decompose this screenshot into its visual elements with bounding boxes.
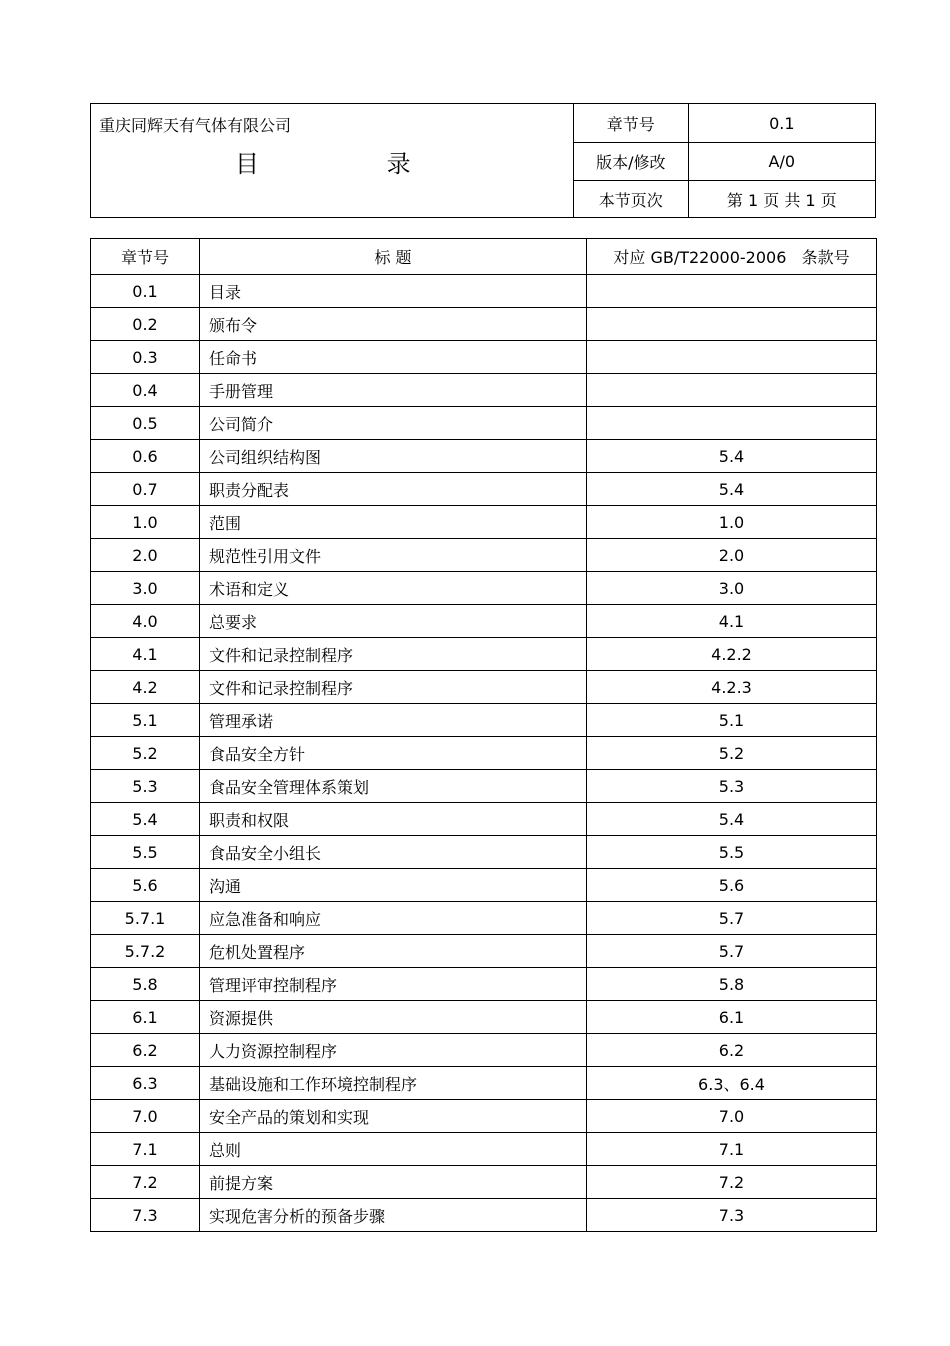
- row-clause: 4.2.3: [587, 671, 877, 704]
- table-row: [91, 440, 877, 473]
- row-title: 范围: [200, 506, 587, 539]
- row-title: 公司简介: [200, 407, 587, 440]
- row-title: 危机处置程序: [200, 935, 587, 968]
- row-title: 职责和权限: [200, 803, 587, 836]
- table-row: [91, 770, 877, 803]
- table-row: [91, 374, 877, 407]
- row-section-number: 5.7.1: [91, 902, 200, 935]
- row-clause: [587, 308, 877, 341]
- table-row: [91, 341, 877, 374]
- row-clause: [587, 275, 877, 308]
- row-clause: 6.3、6.4: [587, 1067, 877, 1100]
- table-row: [91, 638, 877, 671]
- row-section-number: 1.0: [91, 506, 200, 539]
- row-clause: 5.6: [587, 869, 877, 902]
- row-clause: 7.0: [587, 1100, 877, 1133]
- table-row: [91, 1133, 877, 1166]
- table-row: [91, 1067, 877, 1100]
- row-title: 颁布令: [200, 308, 587, 341]
- row-section-number: 0.3: [91, 341, 200, 374]
- row-section-number: 0.1: [91, 275, 200, 308]
- meta-row-version: [574, 143, 876, 181]
- row-section-number: 0.6: [91, 440, 200, 473]
- contents-table-body: [91, 275, 877, 1232]
- table-row: [91, 407, 877, 440]
- table-row: [91, 1034, 877, 1067]
- contents-table: [90, 238, 877, 1232]
- row-title: 术语和定义: [200, 572, 587, 605]
- meta-row-section: [574, 104, 876, 143]
- row-section-number: 7.3: [91, 1199, 200, 1232]
- row-clause: 7.1: [587, 1133, 877, 1166]
- row-clause: 6.1: [587, 1001, 877, 1034]
- row-title: 基础设施和工作环境控制程序: [200, 1067, 587, 1100]
- meta-value: 第 1 页 共 1 页: [688, 181, 875, 219]
- row-section-number: 6.1: [91, 1001, 200, 1034]
- company-name: 重庆同辉天有气体有限公司: [99, 116, 292, 135]
- row-clause: 5.5: [587, 836, 877, 869]
- table-row: [91, 506, 877, 539]
- table-row: [91, 935, 877, 968]
- table-row: [91, 1166, 877, 1199]
- row-clause: 5.7: [587, 935, 877, 968]
- table-row: [91, 902, 877, 935]
- row-title: 食品安全小组长: [200, 836, 587, 869]
- row-clause: 7.2: [587, 1166, 877, 1199]
- meta-label: 版本/修改: [574, 143, 689, 181]
- row-section-number: 7.0: [91, 1100, 200, 1133]
- meta-label: 章节号: [574, 104, 689, 143]
- table-row: [91, 968, 877, 1001]
- meta-value: A/0: [688, 143, 875, 181]
- row-title: 资源提供: [200, 1001, 587, 1034]
- table-row: [91, 671, 877, 704]
- row-title: 食品安全方针: [200, 737, 587, 770]
- row-clause: 5.3: [587, 770, 877, 803]
- row-title: 公司组织结构图: [200, 440, 587, 473]
- meta-value: 0.1: [688, 104, 875, 143]
- row-section-number: 7.1: [91, 1133, 200, 1166]
- table-row: [91, 1001, 877, 1034]
- row-clause: 2.0: [587, 539, 877, 572]
- table-row: [91, 1199, 877, 1232]
- row-clause: [587, 341, 877, 374]
- table-row: [91, 605, 877, 638]
- row-clause: 5.2: [587, 737, 877, 770]
- row-section-number: 5.7.2: [91, 935, 200, 968]
- row-title: 职责分配表: [200, 473, 587, 506]
- row-title: 目录: [200, 275, 587, 308]
- row-section-number: 5.6: [91, 869, 200, 902]
- row-title: 人力资源控制程序: [200, 1034, 587, 1067]
- column-header-title: 标 题: [200, 239, 587, 275]
- row-clause: 4.2.2: [587, 638, 877, 671]
- table-row: [91, 308, 877, 341]
- table-row: [91, 803, 877, 836]
- row-section-number: 4.1: [91, 638, 200, 671]
- header-meta-table: [573, 104, 875, 218]
- row-title: 实现危害分析的预备步骤: [200, 1199, 587, 1232]
- row-clause: 4.1: [587, 605, 877, 638]
- row-title: 沟通: [200, 869, 587, 902]
- row-title: 管理承诺: [200, 704, 587, 737]
- row-section-number: 0.2: [91, 308, 200, 341]
- table-row: [91, 275, 877, 308]
- row-title: 管理评审控制程序: [200, 968, 587, 1001]
- column-header-section: 章节号: [91, 239, 200, 275]
- row-title: 应急准备和响应: [200, 902, 587, 935]
- row-section-number: 0.7: [91, 473, 200, 506]
- document-header: [90, 103, 876, 218]
- row-clause: 6.2: [587, 1034, 877, 1067]
- row-title: 总要求: [200, 605, 587, 638]
- row-clause: 5.8: [587, 968, 877, 1001]
- row-title: 安全产品的策划和实现: [200, 1100, 587, 1133]
- row-clause: 5.4: [587, 803, 877, 836]
- table-row: [91, 572, 877, 605]
- table-row: [91, 704, 877, 737]
- row-clause: 5.4: [587, 473, 877, 506]
- row-clause: [587, 407, 877, 440]
- row-section-number: 4.0: [91, 605, 200, 638]
- row-section-number: 6.2: [91, 1034, 200, 1067]
- row-section-number: 3.0: [91, 572, 200, 605]
- table-row: [91, 836, 877, 869]
- row-title: 规范性引用文件: [200, 539, 587, 572]
- row-section-number: 4.2: [91, 671, 200, 704]
- row-title: 文件和记录控制程序: [200, 638, 587, 671]
- table-row: [91, 1100, 877, 1133]
- row-section-number: 5.4: [91, 803, 200, 836]
- table-row: [91, 869, 877, 902]
- row-clause: 1.0: [587, 506, 877, 539]
- row-clause: 3.0: [587, 572, 877, 605]
- row-section-number: 5.8: [91, 968, 200, 1001]
- row-clause: 5.7: [587, 902, 877, 935]
- table-row: [91, 473, 877, 506]
- row-section-number: 7.2: [91, 1166, 200, 1199]
- table-header-row: [91, 239, 877, 275]
- row-section-number: 2.0: [91, 539, 200, 572]
- table-row: [91, 737, 877, 770]
- row-title: 前提方案: [200, 1166, 587, 1199]
- meta-row-page: [574, 181, 876, 219]
- row-section-number: 0.4: [91, 374, 200, 407]
- row-title: 食品安全管理体系策划: [200, 770, 587, 803]
- row-title: 文件和记录控制程序: [200, 671, 587, 704]
- row-title: 任命书: [200, 341, 587, 374]
- row-section-number: 5.2: [91, 737, 200, 770]
- row-section-number: 6.3: [91, 1067, 200, 1100]
- page-title: 目 录: [235, 150, 471, 178]
- row-clause: 5.1: [587, 704, 877, 737]
- row-title: 手册管理: [200, 374, 587, 407]
- row-section-number: 5.3: [91, 770, 200, 803]
- row-section-number: 5.5: [91, 836, 200, 869]
- meta-label: 本节页次: [574, 181, 689, 219]
- row-clause: [587, 374, 877, 407]
- row-title: 总则: [200, 1133, 587, 1166]
- row-clause: 5.4: [587, 440, 877, 473]
- table-row: [91, 539, 877, 572]
- row-section-number: 5.1: [91, 704, 200, 737]
- row-clause: 7.3: [587, 1199, 877, 1232]
- column-header-clause: 对应 GB/T22000-2006 条款号: [587, 239, 877, 275]
- row-section-number: 0.5: [91, 407, 200, 440]
